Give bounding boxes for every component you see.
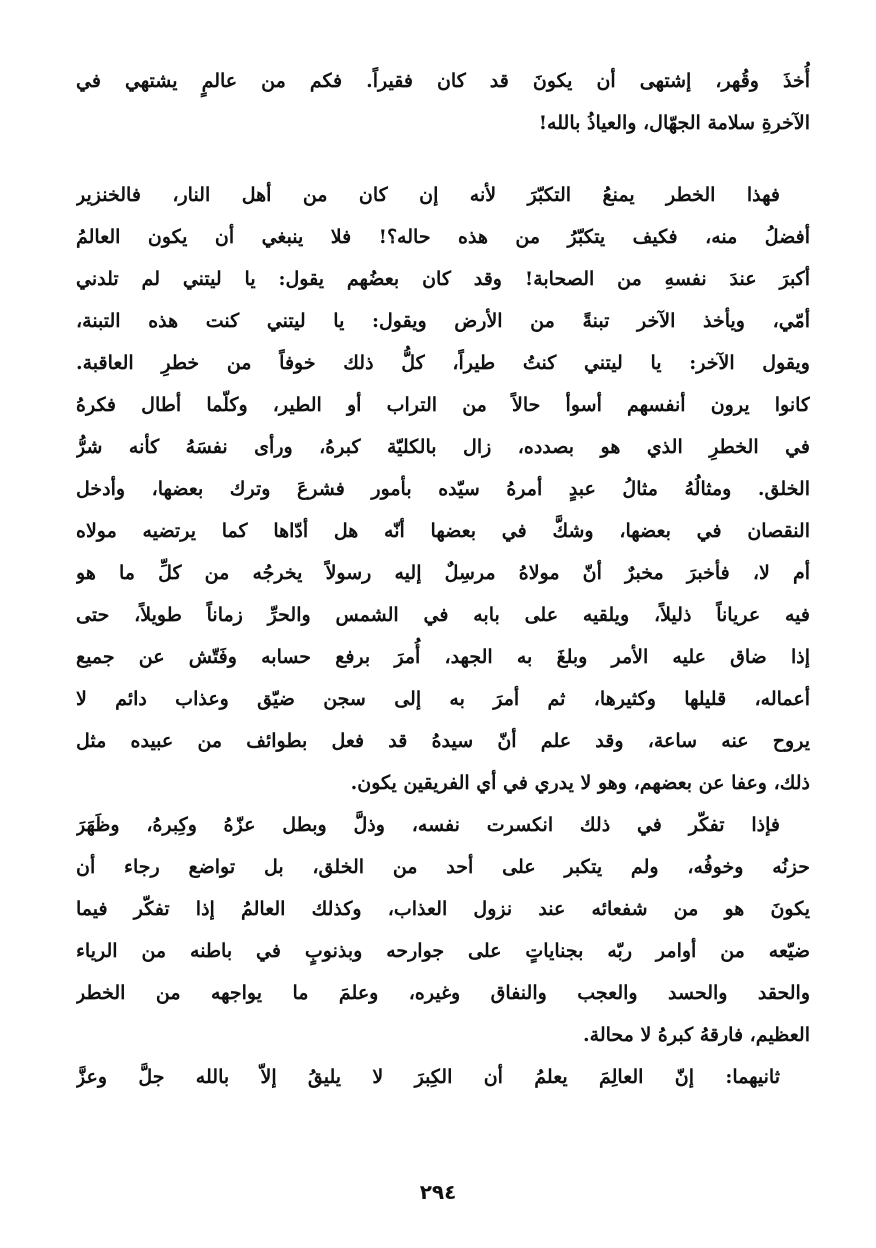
- page-number: ٢٩٤: [419, 1180, 457, 1204]
- text-line: فإذا تفكّر في ذلك انكسرت نفسه، وذلَّ وبطل عزّهُ وكِبرهُ، وظَهَرَ: [76, 814, 780, 836]
- text-line: فهذا الخطر يمنعُ التكبّرَ لأنه إن كان من أهل النار، فالخنزير: [76, 184, 780, 206]
- paragraph-gap: [76, 144, 810, 174]
- text-line: في الخطرِ الذي هو بصدده، زال بالكليّة كبرهُ، ورأى نفسَهُ كأنه شرُّ: [76, 436, 810, 458]
- text-line: أكبرَ عندَ نفسهِ من الصحابة! وقد كان بعضُهم يقول: يا ليتني لم تلدني: [76, 268, 810, 290]
- text-line: حزنُه وخوفُه، ولم يتكبر على أحد من الخلق، بل تواضع رجاء أن: [76, 856, 810, 878]
- text-line: أفضلُ منه، فكيف يتكبّرُ من هذه حاله؟! فلا ينبغي أن يكون العالمُ: [76, 226, 810, 248]
- text-line: ويقول الآخر: يا ليتني كنتُ طيراً، كلُّ ذلك خوفاً من خطرِ العاقبة.: [76, 352, 810, 374]
- text-line: أم لا، فأخبرَ مخبرٌ أنّ مولاهُ مرسِلٌ إليه رسولاً يخرجُه من كلِّ ما هو: [76, 562, 810, 584]
- text-line: فيه عرياناً ذليلاً، ويلقيه على بابه في الشمس والحرِّ زماناً طويلاً، حتى: [76, 604, 810, 626]
- text-line: النقصان في بعضها، وشكَّ في بعضها أنّه هل أدّاها كما يرتضيه مولاه: [76, 520, 810, 542]
- text-line: الخلق. ومثالُهُ مثالُ عبدٍ أمرهُ سيّده بأمور فشرعَ وترك بعضها، وأدخل: [76, 478, 810, 500]
- text-line: أُخذَ وقُهر، إشتهى أن يكونَ قد كان فقيراً. فكم من عالمٍ يشتهي في: [76, 70, 810, 92]
- text-line: العظيم، فارقهُ كبرهُ لا محالة.: [583, 1024, 810, 1046]
- text-line: ثانيهما: إنّ العالِمَ يعلمُ أن الكِبرَ لا يليقُ إلاّ بالله جلَّ وعزَّ: [76, 1066, 780, 1088]
- text-line: أمّي، ويأخذ الآخر تبنةً من الأرض ويقول: يا ليتني كنت هذه التبنة،: [76, 310, 810, 332]
- text-line: كانوا يرون أنفسهم أسوأ حالاً من التراب أو الطير، وكلّما أطال فكرهُ: [76, 394, 810, 416]
- text-line: يكونَ هو من شفعائه عند نزول العذاب، وكذلك العالمُ إذا تفكّر فيما: [76, 898, 810, 920]
- text-line: ضيّعه من أوامر ربّه بجناياتٍ على جوارحه وبذنوبٍ في باطنه من الرياء: [76, 940, 810, 962]
- text-line: ذلك، وعفا عن بعضهم، وهو لا يدري في أي الفريقين يكون.: [350, 772, 810, 794]
- text-line: أعماله، قليلها وكثيرها، ثم أمرَ به إلى سجن ضيّق وعذاب دائم لا: [76, 688, 810, 710]
- text-line: يروح عنه ساعة، وقد علم أنّ سيدهُ قد فعل بطوائف من عبيده مثل: [76, 730, 810, 752]
- text-line: الآخرةِ سلامة الجهّال، والعياذُ بالله!: [538, 112, 810, 134]
- text-line: إذا ضاق عليه الأمر وبلغَ به الجهد، أُمرَ برفع حسابه وفَتّش عن جميع: [76, 646, 810, 668]
- body-text: [76, 60, 810, 1098]
- text-line: والحقد والحسد والعجب والنفاق وغيره، وعلمَ ما يواجهه من الخطر: [76, 982, 810, 1004]
